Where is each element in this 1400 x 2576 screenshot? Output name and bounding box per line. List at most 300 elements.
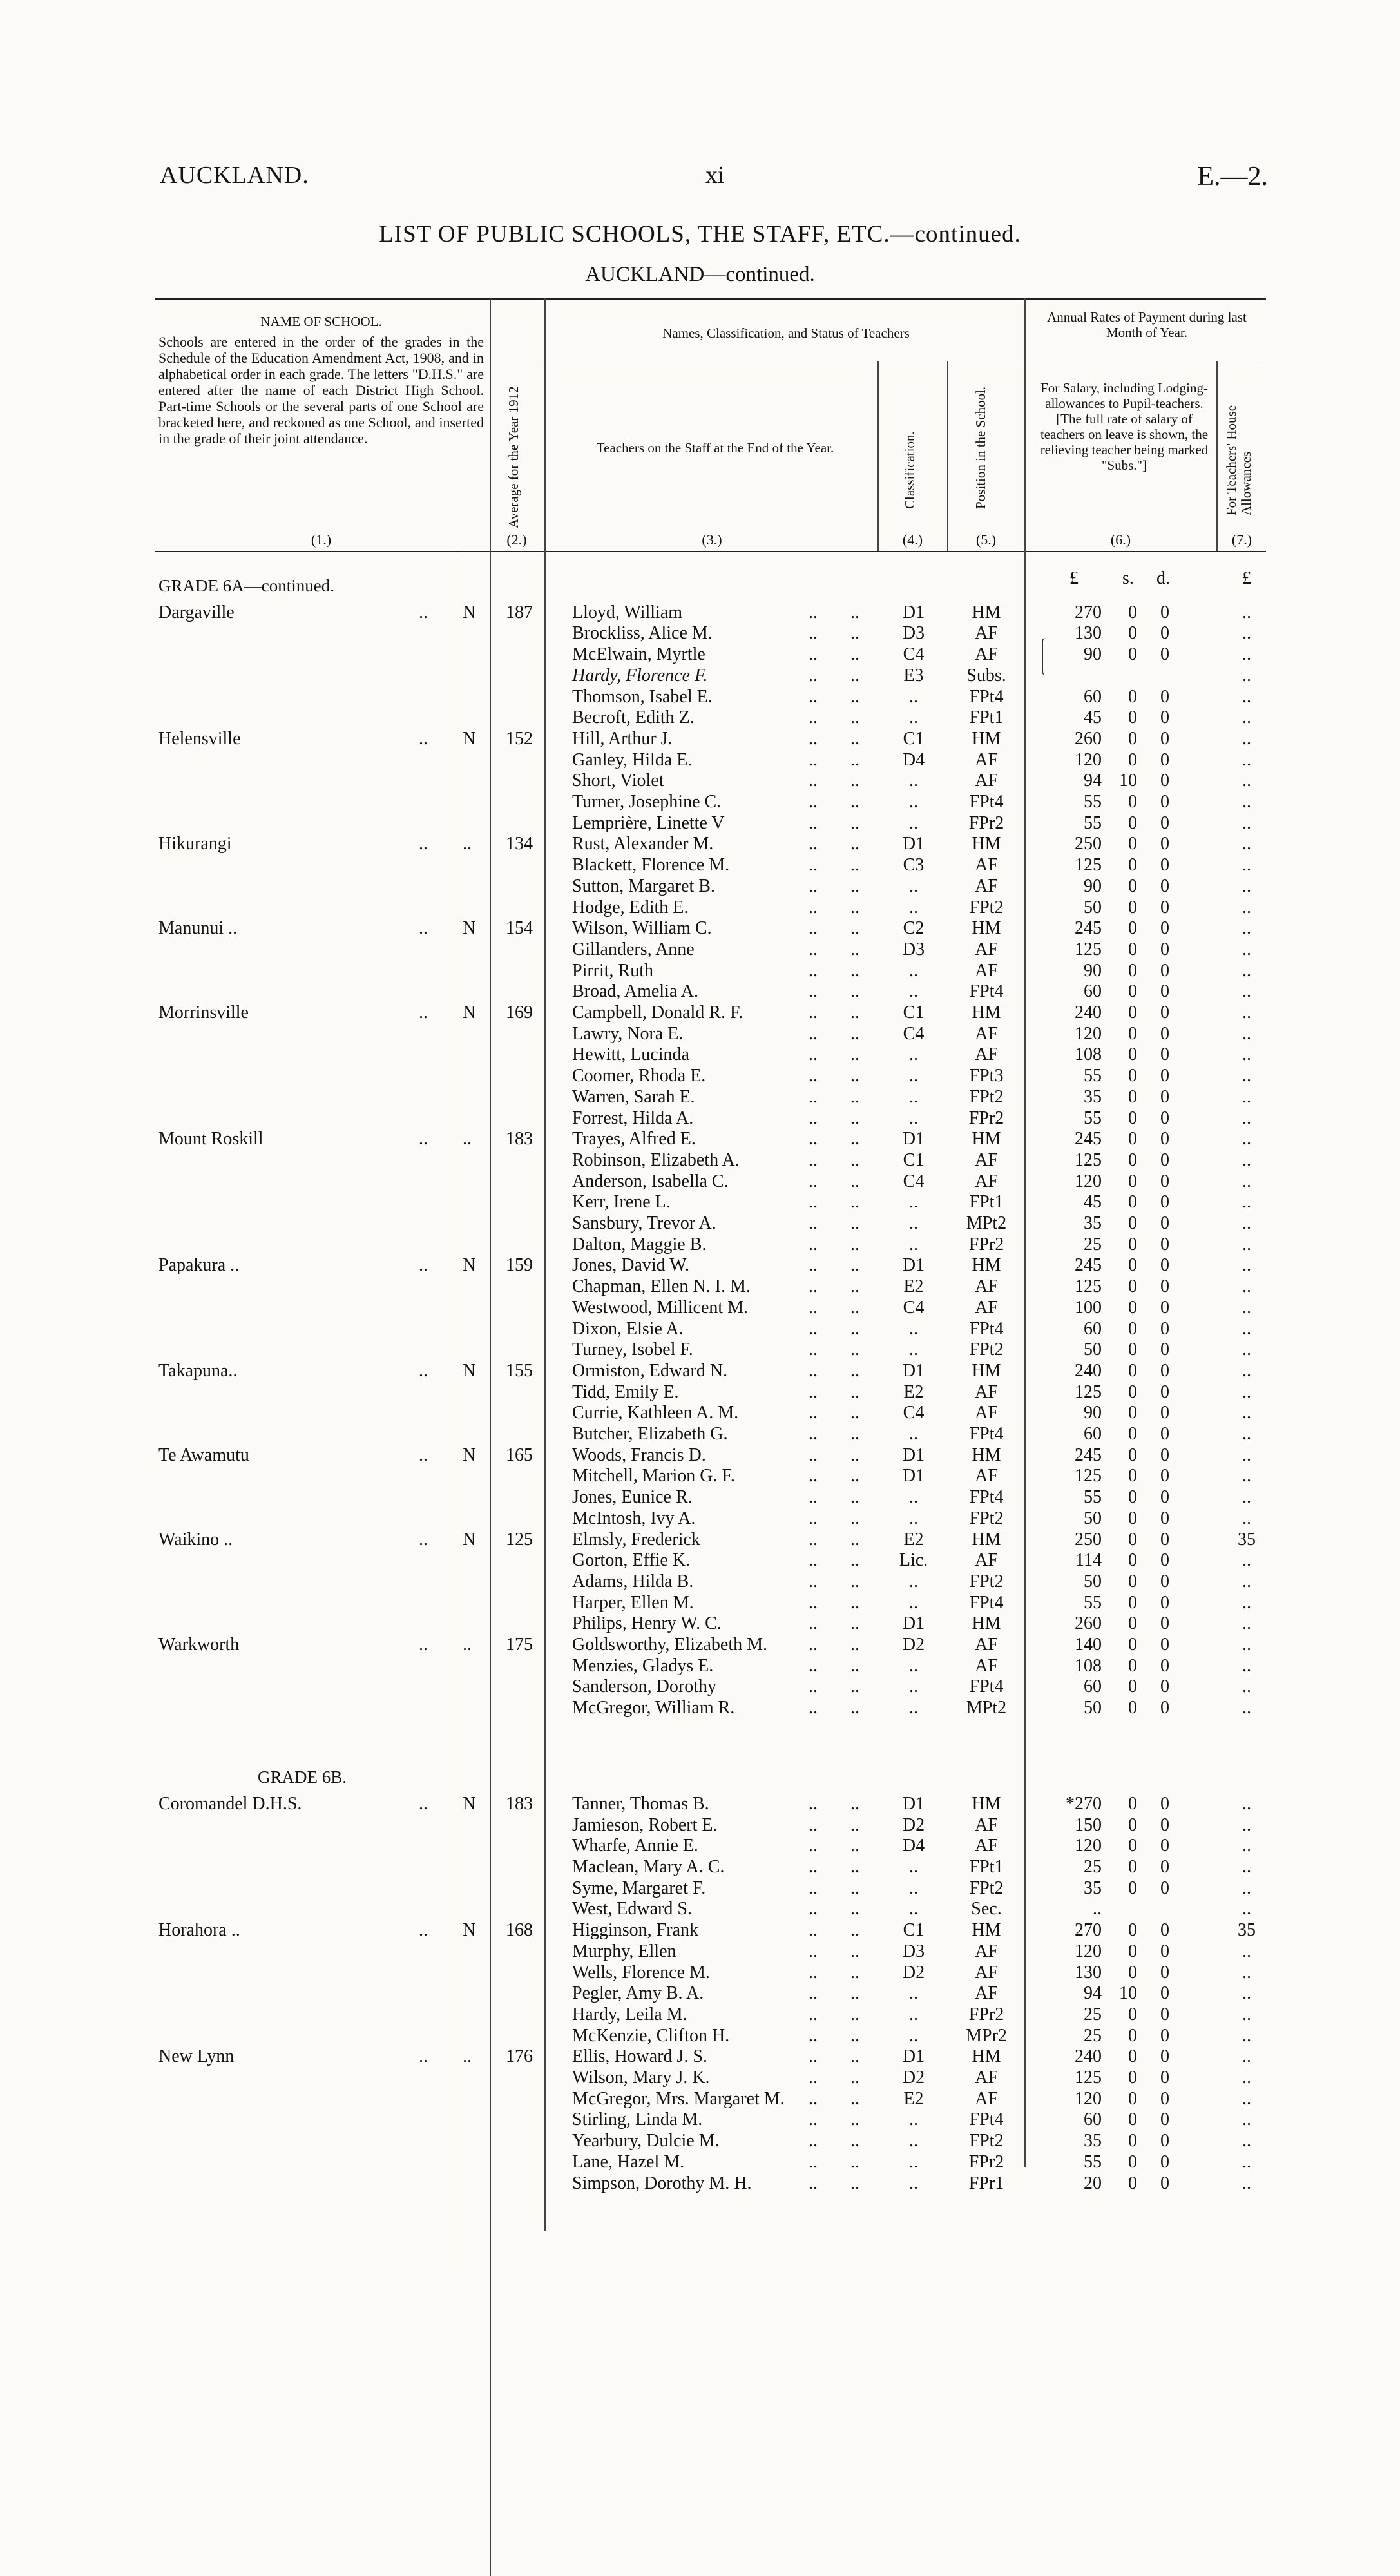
- teacher-classification: ..: [909, 812, 918, 833]
- salary-pounds: 60: [1084, 1318, 1102, 1339]
- teacher-name: Tanner, Thomas B.: [572, 1793, 709, 1814]
- salary-pounds: 60: [1084, 686, 1102, 707]
- salary-shillings: 0: [1128, 1255, 1137, 1276]
- teacher-classification: C1: [903, 1920, 925, 1941]
- teacher-name: Sanderson, Dorothy: [572, 1677, 716, 1697]
- teacher-position: FPr2: [968, 1234, 1004, 1254]
- teacher-position: FPt1: [969, 707, 1004, 728]
- teacher-classification: E3: [903, 665, 924, 686]
- teacher-position: FPt2: [969, 897, 1004, 918]
- col6-number: (6.): [1110, 532, 1131, 548]
- salary-shillings: 0: [1128, 981, 1137, 1002]
- salary-pounds: 245: [1075, 918, 1102, 939]
- teacher-classification: D1: [902, 602, 925, 622]
- leader-dots: ..: [809, 1381, 818, 1402]
- teacher-name: Blackett, Florence M.: [572, 855, 730, 876]
- salary-pence: 0: [1160, 1023, 1169, 1044]
- grade-heading: GRADE 6A—continued.: [158, 576, 334, 595]
- leader-dots: ..: [850, 728, 859, 749]
- teacher-classification: D2: [902, 2068, 925, 2088]
- leader-dots: ..: [850, 1192, 859, 1213]
- teacher-name: Forrest, Hilda A.: [572, 1108, 694, 1128]
- teacher-classification: E2: [903, 2088, 924, 2109]
- house-allowance: ..: [1242, 771, 1251, 791]
- leader-dots: ..: [809, 1003, 818, 1023]
- teacher-classification: ..: [909, 1857, 918, 1877]
- teacher-classification: D1: [902, 1129, 925, 1149]
- salary-pence: 0: [1160, 1044, 1169, 1065]
- leader-dots: ..: [809, 1466, 818, 1486]
- salary-pence: 0: [1160, 1793, 1169, 1814]
- leader-dots: ..: [850, 855, 859, 876]
- leader-dots: ..: [850, 939, 859, 959]
- teacher-classification: ..: [909, 897, 918, 918]
- house-allowance: ..: [1242, 1635, 1251, 1655]
- teacher-name: West, Edward S.: [572, 1899, 692, 1919]
- salary-pounds: 125: [1075, 1149, 1102, 1170]
- house-allowance: ..: [1242, 1613, 1251, 1634]
- teacher-classification: ..: [909, 1508, 918, 1528]
- salary-pounds: 240: [1075, 1003, 1102, 1023]
- school-average: 176: [506, 2046, 533, 2067]
- leader-dots: ..: [850, 1920, 859, 1941]
- school-name: Hikurangi: [158, 834, 232, 854]
- grade-heading: GRADE 6B.: [258, 1767, 347, 1787]
- salary-shillings: 0: [1128, 1571, 1137, 1591]
- house-allowance: ..: [1242, 918, 1251, 939]
- leader-dots: ..: [850, 1814, 859, 1835]
- leader-dots: ..: [809, 918, 818, 939]
- currency-pound-allowance: £: [1242, 568, 1251, 588]
- salary-shillings: 10: [1119, 1983, 1137, 2004]
- salary-pounds: 140: [1075, 1635, 1102, 1655]
- school-code: N: [463, 1529, 476, 1550]
- salary-pence: 0: [1160, 1340, 1169, 1360]
- leader-dots: ..: [850, 1255, 859, 1276]
- salary-pence: 0: [1160, 1424, 1169, 1444]
- salary-shillings: 0: [1128, 2004, 1137, 2024]
- leader-dots: ..: [809, 2151, 818, 2172]
- leader-dots: ..: [809, 1635, 818, 1655]
- leader-dots: ..: [850, 686, 859, 707]
- teacher-name: Westwood, Millicent M.: [572, 1297, 749, 1318]
- teacher-classification: D3: [902, 1941, 925, 1961]
- teacher-name: Thomson, Isabel E.: [572, 686, 713, 707]
- teacher-classification: E2: [903, 1276, 924, 1297]
- salary-pence: 0: [1160, 728, 1169, 749]
- salary-shillings: 0: [1128, 855, 1137, 876]
- teacher-position: MPt2: [966, 1698, 1007, 1718]
- teacher-name: Coomer, Rhoda E.: [572, 1066, 706, 1086]
- leader-dots: ..: [809, 1424, 818, 1444]
- teacher-name: Robinson, Elizabeth A.: [572, 1149, 740, 1170]
- school-average: 183: [506, 1793, 533, 1814]
- teacher-classification: ..: [909, 1677, 918, 1697]
- house-allowance: ..: [1242, 2025, 1251, 2046]
- school-name: Papakura ..: [158, 1255, 240, 1276]
- school-name: Helensville: [158, 728, 241, 749]
- school-name: Morrinsville: [158, 1003, 249, 1023]
- teacher-position: FPt4: [969, 1487, 1004, 1508]
- school-code: N: [463, 1360, 476, 1381]
- leader-dots: ..: [850, 1677, 859, 1697]
- teacher-name: Wilson, Mary J. K.: [572, 2068, 710, 2088]
- house-allowance: ..: [1242, 1340, 1251, 1360]
- leader-dots: ..: [850, 749, 859, 770]
- teacher-name: Currie, Kathleen A. M.: [572, 1403, 739, 1423]
- leader-dots: ..: [809, 1878, 818, 1898]
- leader-dots: ..: [850, 1213, 859, 1233]
- house-allowance: ..: [1242, 1003, 1251, 1023]
- col1-title: NAME OF SCHOOL.: [260, 314, 382, 329]
- salary-pounds: 120: [1075, 1023, 1102, 1044]
- salary-shillings: 0: [1128, 812, 1137, 833]
- leader-dots: ..: [809, 876, 818, 896]
- house-allowance: ..: [1242, 1814, 1251, 1835]
- salary-pence: 0: [1160, 1129, 1169, 1149]
- school-code: ..: [463, 1129, 472, 1149]
- salary-pence: 0: [1160, 2151, 1169, 2172]
- teacher-name: Hewitt, Lucinda: [572, 1044, 689, 1065]
- teacher-position: HM: [972, 1445, 1001, 1465]
- salary-shillings: 0: [1128, 686, 1137, 707]
- house-allowance: ..: [1242, 602, 1251, 622]
- house-allowance: ..: [1242, 1023, 1251, 1044]
- salary-shillings: 0: [1128, 1878, 1137, 1898]
- teacher-position: FPt4: [969, 981, 1004, 1002]
- teacher-position: AF: [975, 1941, 998, 1961]
- salary-pounds: 90: [1084, 960, 1102, 981]
- school-name: Waikino ..: [158, 1529, 233, 1550]
- teacher-classification: ..: [909, 2110, 918, 2130]
- leader-dots: ..: [850, 1899, 859, 1919]
- salary-pounds: 94: [1084, 1983, 1102, 2004]
- school-leader-dots: ..: [419, 918, 428, 939]
- house-allowance: ..: [1242, 1192, 1251, 1213]
- salary-pence: 0: [1160, 1192, 1169, 1213]
- teacher-position: FPt4: [969, 1677, 1004, 1697]
- teacher-name: Short, Violet: [572, 771, 664, 791]
- teacher-classification: D2: [902, 1962, 925, 1983]
- house-allowance: ..: [1242, 1360, 1251, 1381]
- school-name: Dargaville: [158, 602, 235, 622]
- school-code: ..: [463, 834, 472, 854]
- house-allowance: ..: [1242, 981, 1251, 1002]
- leader-dots: ..: [850, 1108, 859, 1128]
- teacher-name: Dixon, Elsie A.: [572, 1318, 684, 1339]
- salary-pounds: 35: [1084, 1086, 1102, 1107]
- teacher-position: FPt1: [969, 1857, 1004, 1877]
- salary-pence: 0: [1160, 1592, 1169, 1613]
- school-average: 125: [506, 1529, 533, 1550]
- col67-group-header: Annual Rates of Payment during last Month of Year.: [1047, 309, 1247, 340]
- leader-dots: ..: [809, 2068, 818, 2088]
- leader-dots: ..: [850, 1149, 859, 1170]
- teacher-position: AF: [975, 876, 998, 896]
- leader-dots: ..: [809, 855, 818, 876]
- salary-pence: 0: [1160, 602, 1169, 622]
- teacher-classification: ..: [909, 1655, 918, 1676]
- teacher-position: AF: [975, 855, 998, 876]
- salary-pounds: 50: [1084, 1508, 1102, 1528]
- leader-dots: ..: [809, 981, 818, 1002]
- salary-shillings: 0: [1128, 623, 1137, 644]
- leader-dots: ..: [809, 728, 818, 749]
- teacher-name: Sutton, Margaret B.: [572, 876, 715, 896]
- teacher-position: FPt4: [969, 792, 1004, 812]
- teacher-position: FPt4: [969, 1592, 1004, 1613]
- teacher-classification: ..: [909, 981, 918, 1002]
- salary-pounds: 60: [1084, 1677, 1102, 1697]
- salary-shillings: 0: [1128, 1655, 1137, 1676]
- teacher-classification: C1: [903, 728, 925, 749]
- teacher-position: AF: [975, 623, 998, 644]
- teacher-classification: D1: [902, 1360, 925, 1381]
- salary-pounds: 125: [1075, 855, 1102, 876]
- salary-pence: 0: [1160, 2004, 1169, 2024]
- salary-pounds: 250: [1075, 834, 1102, 854]
- leader-dots: ..: [850, 623, 859, 644]
- teacher-classification: Lic.: [899, 1550, 928, 1571]
- teacher-classification: D1: [902, 1445, 925, 1465]
- house-allowance: ..: [1242, 897, 1251, 918]
- teacher-name: McKenzie, Clifton H.: [572, 2025, 730, 2046]
- salary-pence: 0: [1160, 1086, 1169, 1107]
- salary-shillings: 0: [1128, 1592, 1137, 1613]
- salary-pounds: 45: [1084, 707, 1102, 728]
- leader-dots: ..: [809, 707, 818, 728]
- salary-pence: 0: [1160, 1698, 1169, 1718]
- teacher-name: Broad, Amelia A.: [572, 981, 698, 1002]
- salary-pence: 0: [1160, 1360, 1169, 1381]
- house-allowance: ..: [1242, 1381, 1251, 1402]
- salary-pence: 0: [1160, 1508, 1169, 1528]
- salary-pence: 0: [1160, 1255, 1169, 1276]
- teacher-name: Lawry, Nora E.: [572, 1023, 684, 1044]
- school-leader-dots: ..: [419, 1003, 428, 1023]
- salary-pounds: ..: [1093, 1899, 1102, 1919]
- salary-shillings: 0: [1128, 644, 1137, 665]
- leader-dots: ..: [809, 1529, 818, 1550]
- school-name: Takapuna..: [158, 1360, 238, 1381]
- school-name: New Lynn: [158, 2046, 235, 2067]
- salary-shillings: 0: [1128, 2151, 1137, 2172]
- teacher-classification: C2: [903, 918, 925, 939]
- salary-pounds: 240: [1075, 2046, 1102, 2067]
- teacher-position: AF: [975, 1044, 998, 1065]
- house-allowance: ..: [1242, 1149, 1251, 1170]
- leader-dots: ..: [850, 792, 859, 812]
- leader-dots: ..: [809, 1066, 818, 1086]
- teacher-name: Woods, Francis D.: [572, 1445, 706, 1465]
- school-average: 169: [506, 1003, 533, 1023]
- salary-pounds: 55: [1084, 792, 1102, 812]
- leader-dots: ..: [850, 1550, 859, 1571]
- leader-dots: ..: [850, 1613, 859, 1634]
- teacher-position: AF: [975, 771, 998, 791]
- teacher-position: Subs.: [966, 665, 1006, 686]
- leader-dots: ..: [809, 1550, 818, 1571]
- salary-shillings: 0: [1128, 1192, 1137, 1213]
- leader-dots: ..: [850, 1445, 859, 1465]
- school-name: Coromandel D.H.S.: [158, 1793, 302, 1814]
- teacher-name: Simpson, Dorothy M. H.: [572, 2173, 752, 2193]
- teacher-classification: ..: [909, 1213, 918, 1233]
- salary-shillings: 0: [1128, 1920, 1137, 1941]
- school-average: 134: [506, 834, 533, 854]
- teacher-position: FPr2: [968, 2151, 1004, 2172]
- salary-pence: 0: [1160, 1318, 1169, 1339]
- teacher-position: FPr1: [968, 2173, 1004, 2193]
- teacher-classification: ..: [909, 960, 918, 981]
- leader-dots: ..: [809, 623, 818, 644]
- teacher-position: FPr2: [968, 812, 1004, 833]
- leader-dots: ..: [809, 1698, 818, 1718]
- teacher-classification: D3: [902, 623, 925, 644]
- house-allowance: ..: [1242, 1297, 1251, 1318]
- house-allowance: ..: [1242, 1983, 1251, 2004]
- teacher-name: Wilson, William C.: [572, 918, 712, 939]
- teacher-classification: ..: [909, 1340, 918, 1360]
- teacher-name: Maclean, Mary A. C.: [572, 1857, 725, 1877]
- salary-pence: 0: [1160, 918, 1169, 939]
- leader-dots: ..: [850, 2004, 859, 2024]
- salary-pence: 0: [1160, 897, 1169, 918]
- teacher-name: Brockliss, Alice M.: [572, 623, 713, 644]
- salary-shillings: 0: [1128, 792, 1137, 812]
- salary-shillings: 0: [1128, 1213, 1137, 1233]
- salary-shillings: 0: [1128, 1318, 1137, 1339]
- teacher-position: AF: [975, 1149, 998, 1170]
- house-allowance: ..: [1242, 855, 1251, 876]
- leader-dots: ..: [809, 1171, 818, 1191]
- col6-header: For Salary, including Lodging-allowances to Pupil-teachers. [The full rate of salary of teachers on leave is shown, the relieving teacher being marked "Subs."]: [1040, 380, 1209, 473]
- currency-pence: d.: [1156, 568, 1170, 588]
- salary-shillings: 0: [1128, 1550, 1137, 1571]
- salary-shillings: 0: [1128, 1424, 1137, 1444]
- salary-shillings: 0: [1128, 1108, 1137, 1128]
- school-leader-dots: ..: [419, 1920, 428, 1941]
- leader-dots: ..: [809, 939, 818, 959]
- house-allowance: ..: [1242, 686, 1251, 707]
- house-allowance: ..: [1242, 1108, 1251, 1128]
- house-allowance: ..: [1242, 2151, 1251, 2172]
- col2-number: (2.): [506, 532, 527, 548]
- leader-dots: ..: [809, 749, 818, 770]
- salary-shillings: 0: [1128, 1836, 1137, 1856]
- teacher-position: FPt2: [969, 1508, 1004, 1528]
- house-allowance: ..: [1242, 1086, 1251, 1107]
- leader-dots: ..: [850, 771, 859, 791]
- leader-dots: ..: [850, 707, 859, 728]
- leader-dots: ..: [809, 1487, 818, 1508]
- salary-pounds: 125: [1075, 1276, 1102, 1297]
- teacher-classification: ..: [909, 1899, 918, 1919]
- salary-pounds: 240: [1075, 1360, 1102, 1381]
- leader-dots: ..: [809, 1962, 818, 1983]
- teacher-name: Jamieson, Robert E.: [572, 1814, 718, 1835]
- leader-dots: ..: [809, 1677, 818, 1697]
- leader-dots: ..: [809, 1255, 818, 1276]
- teacher-classification: ..: [909, 1318, 918, 1339]
- salary-shillings: 0: [1128, 2025, 1137, 2046]
- col7-number: (7.): [1231, 532, 1252, 548]
- leader-dots: ..: [850, 834, 859, 854]
- salary-shillings: 0: [1128, 602, 1137, 622]
- leader-dots: ..: [850, 876, 859, 896]
- school-leader-dots: ..: [419, 1360, 428, 1381]
- house-allowance: ..: [1242, 707, 1251, 728]
- leader-dots: ..: [809, 1899, 818, 1919]
- house-allowance: ..: [1242, 939, 1251, 959]
- salary-pence: 0: [1160, 1108, 1169, 1128]
- salary-pence: 0: [1160, 1836, 1169, 1856]
- leader-dots: ..: [850, 1487, 859, 1508]
- col4-number: (4.): [902, 532, 923, 548]
- salary-shillings: 0: [1128, 1044, 1137, 1065]
- salary-pounds: 55: [1084, 812, 1102, 833]
- salary-pounds: 260: [1075, 1613, 1102, 1634]
- teacher-position: Sec.: [971, 1899, 1002, 1919]
- house-allowance: ..: [1242, 1044, 1251, 1065]
- leader-dots: ..: [809, 1836, 818, 1856]
- teacher-classification: D1: [902, 1793, 925, 1814]
- leader-dots: ..: [850, 812, 859, 833]
- house-allowance: ..: [1242, 2046, 1251, 2067]
- leader-dots: ..: [809, 1592, 818, 1613]
- leader-dots: ..: [809, 812, 818, 833]
- teacher-classification: ..: [909, 1487, 918, 1508]
- teacher-position: AF: [975, 1381, 998, 1402]
- salary-shillings: 0: [1128, 1066, 1137, 1086]
- teacher-classification: ..: [909, 1571, 918, 1591]
- salary-pence: 0: [1160, 855, 1169, 876]
- salary-pounds: 55: [1084, 1592, 1102, 1613]
- leader-dots: ..: [809, 1318, 818, 1339]
- salary-pence: 0: [1160, 960, 1169, 981]
- leader-dots: ..: [850, 1793, 859, 1814]
- teacher-position: AF: [975, 749, 998, 770]
- leader-dots: ..: [850, 1403, 859, 1423]
- teacher-position: HM: [972, 728, 1001, 749]
- leader-dots: ..: [809, 1044, 818, 1065]
- house-allowance: ..: [1242, 1899, 1251, 1919]
- teacher-name: Syme, Margaret F.: [572, 1878, 706, 1898]
- school-leader-dots: ..: [419, 834, 428, 854]
- teacher-position: AF: [975, 1023, 998, 1044]
- house-allowance: ..: [1242, 1487, 1251, 1508]
- school-average: 152: [506, 728, 533, 749]
- leader-dots: ..: [850, 1698, 859, 1718]
- teacher-position: AF: [975, 1276, 998, 1297]
- teacher-position: AF: [975, 939, 998, 959]
- salary-pounds: 120: [1075, 749, 1102, 770]
- leader-dots: ..: [850, 1297, 859, 1318]
- teacher-name: Ormiston, Edward N.: [572, 1360, 728, 1381]
- teacher-classification: C1: [903, 1003, 925, 1023]
- salary-pence: 0: [1160, 749, 1169, 770]
- leader-dots: ..: [809, 2131, 818, 2151]
- house-allowance: ..: [1242, 1550, 1251, 1571]
- teacher-name: Hill, Arthur J.: [572, 728, 673, 749]
- house-allowance: ..: [1242, 1878, 1251, 1898]
- teacher-position: HM: [972, 1920, 1001, 1941]
- teacher-position: AF: [975, 1403, 998, 1423]
- teacher-position: FPt4: [969, 1318, 1004, 1339]
- leader-dots: ..: [809, 1983, 818, 2004]
- salary-pence: 0: [1160, 1297, 1169, 1318]
- leader-dots: ..: [850, 1508, 859, 1528]
